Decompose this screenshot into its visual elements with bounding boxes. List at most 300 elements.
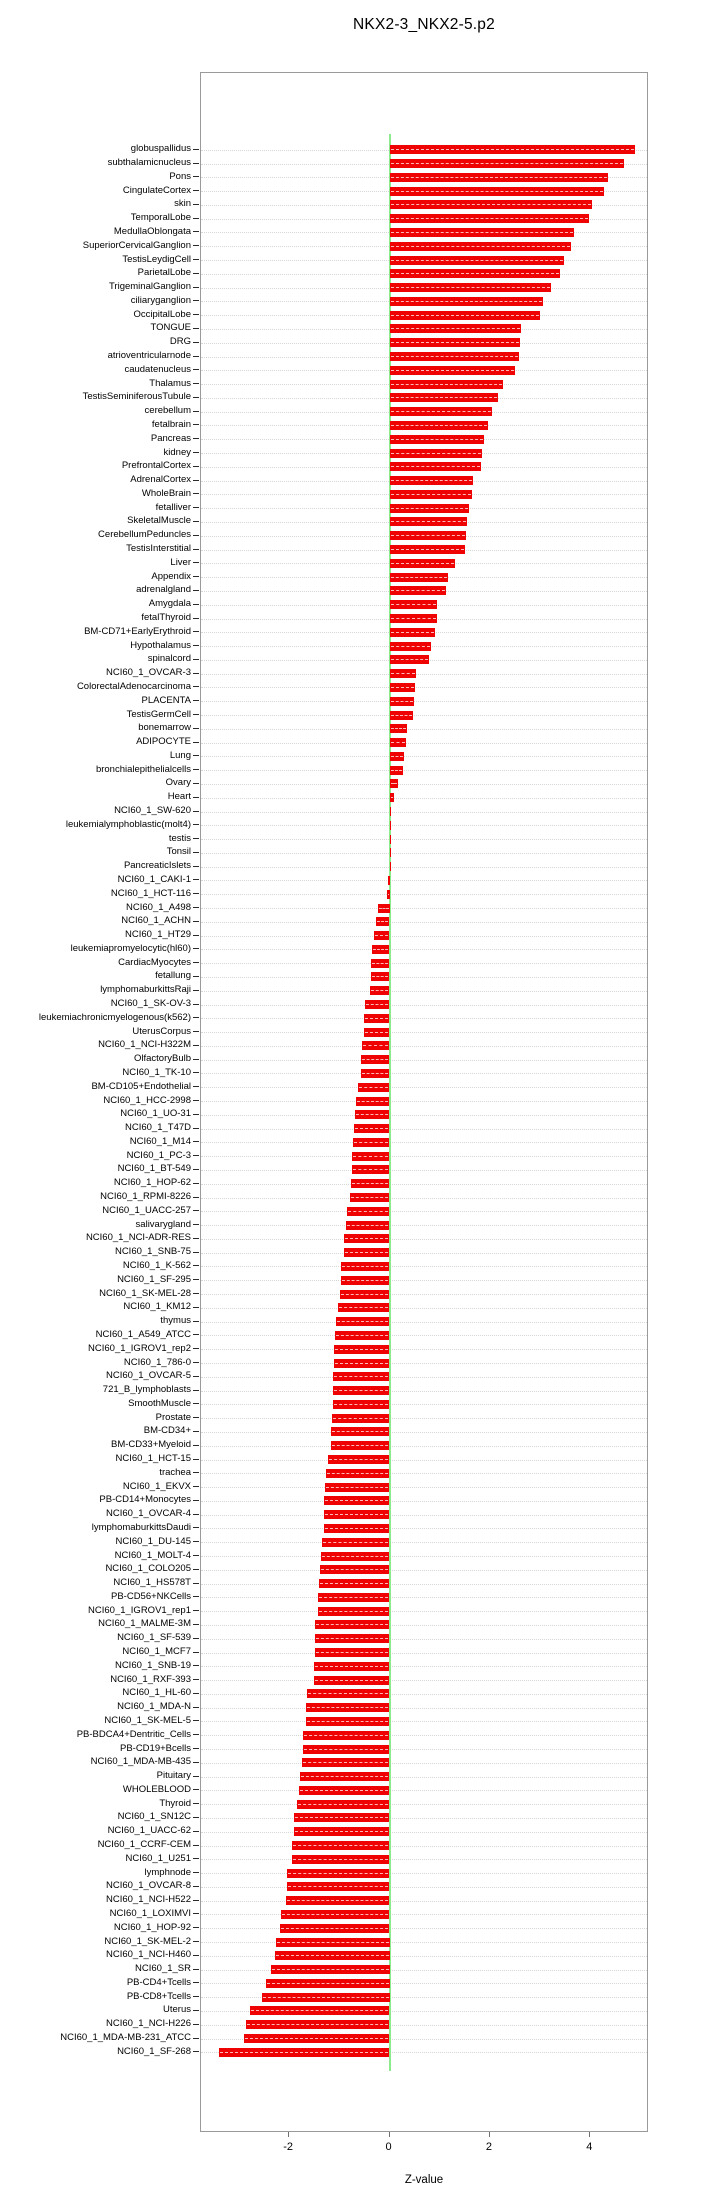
bar-inner-dash <box>332 1445 389 1446</box>
bar <box>336 1317 390 1326</box>
bar-inner-dash <box>295 1831 388 1832</box>
category-label: OccipitalLobe <box>133 308 191 320</box>
bar-inner-dash <box>362 1059 388 1060</box>
bar <box>390 724 407 733</box>
category-label: NCI60_1_SN12C <box>117 1811 191 1823</box>
bar <box>390 848 391 857</box>
grid-line <box>201 977 647 978</box>
y-axis-tick <box>193 521 199 522</box>
bar-inner-dash <box>245 2038 388 2039</box>
bar <box>353 1138 389 1147</box>
bar-inner-dash <box>391 701 414 702</box>
y-axis-tick <box>193 1017 199 1018</box>
bar-inner-dash <box>357 1101 389 1102</box>
category-label: NCI60_1_UACC-62 <box>107 1825 191 1837</box>
grid-line <box>201 1377 647 1378</box>
bar-inner-dash <box>391 273 559 274</box>
y-axis-tick <box>193 700 199 701</box>
y-axis-tick <box>193 1390 199 1391</box>
bar <box>328 1455 389 1464</box>
category-label: WholeBrain <box>141 487 191 499</box>
y-axis-tick <box>193 590 199 591</box>
bar <box>344 1234 389 1243</box>
category-label: NCI60_1_NCI-H226 <box>105 2018 191 2030</box>
bar-inner-dash <box>391 177 608 178</box>
grid-line <box>201 1156 647 1157</box>
grid-line <box>201 1873 647 1874</box>
bar <box>244 2034 389 2043</box>
category-label: NCI60_1_OVCAR-8 <box>105 1880 191 1892</box>
bar-inner-dash <box>288 1886 389 1887</box>
bar <box>299 1786 389 1795</box>
grid-line <box>201 1542 647 1543</box>
y-axis-tick <box>193 769 199 770</box>
y-axis-tick <box>193 1624 199 1625</box>
grid-line <box>201 1956 647 1957</box>
category-label: NCI60_1_IGROV1_rep2 <box>88 1342 191 1354</box>
bar-inner-dash <box>391 342 520 343</box>
bar <box>390 283 552 292</box>
bar <box>340 1290 389 1299</box>
y-axis-tick <box>193 1403 199 1404</box>
grid-line <box>201 1680 647 1681</box>
bar <box>390 145 636 154</box>
grid-line <box>201 1294 647 1295</box>
category-label: NCI60_1_HL-60 <box>122 1687 191 1699</box>
bar <box>390 835 391 844</box>
bar <box>331 1441 390 1450</box>
grid-line <box>201 922 647 923</box>
bar <box>350 1193 389 1202</box>
bar-inner-dash <box>303 1762 388 1763</box>
grid-line <box>201 1005 647 1006</box>
category-label: Lung <box>169 749 191 761</box>
bar <box>325 1483 390 1492</box>
y-axis-tick <box>193 2010 199 2011</box>
bar-inner-dash <box>319 1611 389 1612</box>
category-label: BM-CD105+Endothelial <box>91 1080 191 1092</box>
y-axis-tick <box>193 728 199 729</box>
y-axis-tick <box>193 452 199 453</box>
bar <box>334 1359 390 1368</box>
y-axis-tick <box>193 1293 199 1294</box>
y-axis-tick <box>193 1541 199 1542</box>
bar-inner-dash <box>371 990 389 991</box>
bar-inner-dash <box>391 246 571 247</box>
y-axis-tick <box>193 397 199 398</box>
grid-line <box>201 991 647 992</box>
y-axis-tick <box>193 356 199 357</box>
bar <box>354 1124 390 1133</box>
bar-inner-dash <box>391 715 413 716</box>
grid-line <box>201 1266 647 1267</box>
bar <box>300 1772 390 1781</box>
y-axis-tick <box>193 879 199 880</box>
category-label: NCI60_1_RXF-393 <box>110 1673 191 1685</box>
bar <box>390 476 473 485</box>
category-label: TestisSeminiferousTubule <box>82 391 191 403</box>
category-label: bonemarrow <box>138 722 191 734</box>
category-label: NCI60_1_SF-268 <box>117 2045 191 2057</box>
y-axis-tick <box>193 1693 199 1694</box>
x-axis-tick <box>589 2132 590 2137</box>
bar-inner-dash <box>298 1804 389 1805</box>
category-label: SmoothMuscle <box>128 1397 191 1409</box>
category-label: leukemiachronicmyelogenous(k562) <box>38 1011 191 1023</box>
grid-line <box>201 853 647 854</box>
category-label: NCI60_1_T47D <box>124 1122 191 1134</box>
grid-line <box>201 1391 647 1392</box>
y-axis-tick <box>193 1321 199 1322</box>
grid-line <box>201 1142 647 1143</box>
category-label: Tonsil <box>166 846 191 858</box>
bar <box>390 324 521 333</box>
bar <box>390 311 541 320</box>
y-axis-tick <box>193 811 199 812</box>
grid-line <box>201 1239 647 1240</box>
category-label: NCI60_1_SF-539 <box>117 1632 191 1644</box>
bar <box>355 1110 390 1119</box>
y-axis-tick <box>193 562 199 563</box>
x-tick-label: 4 <box>586 2141 593 2153</box>
bar <box>364 1014 389 1023</box>
bar <box>318 1593 389 1602</box>
bar-inner-dash <box>315 1680 389 1681</box>
grid-line <box>201 1115 647 1116</box>
bar-inner-dash <box>391 191 604 192</box>
category-label: Thalamus <box>149 377 191 389</box>
bar-inner-dash <box>391 370 515 371</box>
y-axis-tick <box>193 1707 199 1708</box>
category-label: NCI60_1_MDA-MB-231_ATCC <box>60 2032 191 2043</box>
bar <box>365 1000 390 1009</box>
y-axis-tick <box>193 245 199 246</box>
y-axis-tick <box>193 1652 199 1653</box>
bar-inner-dash <box>391 232 574 233</box>
grid-line <box>201 1129 647 1130</box>
y-axis-tick <box>193 535 199 536</box>
category-label: NCI60_1_K-562 <box>122 1259 191 1271</box>
bar-inner-dash <box>365 1032 389 1033</box>
grid-line <box>201 1460 647 1461</box>
y-axis-tick <box>193 1982 199 1983</box>
bar-inner-dash <box>342 1280 388 1281</box>
y-axis-tick <box>193 1307 199 1308</box>
grid-line <box>201 1515 647 1516</box>
grid-line <box>201 1653 647 1654</box>
bar <box>318 1607 390 1616</box>
grid-line <box>201 1170 647 1171</box>
bar-inner-dash <box>391 549 465 550</box>
y-axis-tick <box>193 1638 199 1639</box>
y-axis-tick <box>193 631 199 632</box>
category-label: Pons <box>169 170 191 182</box>
bar-inner-dash <box>352 1183 388 1184</box>
y-axis-tick <box>193 493 199 494</box>
bar <box>390 462 481 471</box>
category-label: NCI60_1_TK-10 <box>122 1066 191 1078</box>
category-label: NCI60_1_HT29 <box>124 929 191 941</box>
y-axis-tick <box>193 1569 199 1570</box>
category-label: NCI60_1_COLO205 <box>105 1563 191 1575</box>
category-label: Prostate <box>155 1411 191 1423</box>
y-axis-tick <box>193 1955 199 1956</box>
y-axis-tick <box>193 1472 199 1473</box>
grid-line <box>201 1804 647 1805</box>
bar <box>390 669 416 678</box>
x-axis-label: Z-value <box>404 2174 444 2186</box>
bar <box>390 752 404 761</box>
grid-line <box>201 1556 647 1557</box>
category-label: Thyroid <box>159 1797 191 1809</box>
category-label: caudatenucleus <box>124 363 191 375</box>
grid-line <box>201 1639 647 1640</box>
grid-line <box>201 1363 647 1364</box>
category-label: NCI60_1_NCI-H522 <box>105 1894 191 1906</box>
y-axis-tick <box>193 1169 199 1170</box>
bar-inner-dash <box>375 935 388 936</box>
bar-inner-dash <box>272 1969 389 1970</box>
bar-inner-dash <box>391 673 415 674</box>
y-axis-tick <box>193 438 199 439</box>
y-axis-tick <box>193 1155 199 1156</box>
grid-line <box>201 908 647 909</box>
bar <box>281 1910 389 1919</box>
category-label: 721_B_lymphoblasts <box>102 1384 191 1395</box>
grid-line <box>201 1198 647 1199</box>
bar-inner-dash <box>287 1900 388 1901</box>
category-label: OlfactoryBulb <box>133 1053 191 1065</box>
bar <box>341 1276 389 1285</box>
bar <box>390 531 467 540</box>
category-label: NCI60_1_MDA-N <box>117 1701 191 1713</box>
bar-inner-dash <box>391 632 435 633</box>
bar <box>276 1938 390 1947</box>
category-label: TrigeminalGanglion <box>108 281 191 293</box>
grid-line <box>201 936 647 937</box>
bar <box>390 187 605 196</box>
grid-line <box>201 1528 647 1529</box>
bar <box>324 1496 389 1505</box>
category-label: PancreaticIslets <box>123 860 191 872</box>
grid-line <box>201 1721 647 1722</box>
category-label: PB-BDCA4+Dentritic_Cells <box>76 1728 191 1740</box>
y-axis-tick <box>193 176 199 177</box>
category-label: NCI60_1_SK-OV-3 <box>110 998 191 1009</box>
bar <box>286 1896 389 1905</box>
bar <box>219 2048 389 2057</box>
y-axis-tick <box>193 1279 199 1280</box>
grid-line <box>201 1335 647 1336</box>
x-axis-tick <box>389 2132 390 2137</box>
y-axis-tick <box>193 797 199 798</box>
x-tick-label: 0 <box>385 2141 392 2153</box>
bar <box>303 1745 390 1754</box>
category-label: WHOLEBLOOD <box>122 1783 191 1795</box>
y-axis-tick <box>193 273 199 274</box>
grid-line <box>201 1666 647 1667</box>
bar <box>390 380 503 389</box>
category-label: NCI60_1_HOP-92 <box>113 1921 191 1933</box>
bar-inner-dash <box>391 163 624 164</box>
category-label: NCI60_1_BT-549 <box>117 1163 191 1175</box>
bar-inner-dash <box>251 2010 388 2011</box>
bar-inner-dash <box>391 260 564 261</box>
category-label: PB-CD56+NKCells <box>111 1590 191 1602</box>
y-axis-tick <box>193 1072 199 1073</box>
bar-inner-dash <box>220 2052 388 2053</box>
y-axis-tick <box>193 1527 199 1528</box>
category-label: SkeletalMuscle <box>127 515 191 527</box>
category-label: NCI60_1_OVCAR-5 <box>105 1370 191 1382</box>
grid-line <box>201 1818 647 1819</box>
y-axis-tick <box>193 1900 199 1901</box>
bar <box>390 862 391 871</box>
grid-line <box>201 1184 647 1185</box>
grid-line <box>201 1280 647 1281</box>
y-axis-tick <box>193 783 199 784</box>
bar <box>361 1055 389 1064</box>
bar <box>374 931 389 940</box>
y-axis-tick <box>193 1348 199 1349</box>
chart-title: NKX2-3_NKX2-5.p2 <box>353 16 495 33</box>
bar <box>390 821 391 830</box>
bar-inner-dash <box>316 1652 389 1653</box>
y-axis-tick <box>193 659 199 660</box>
category-label: ParietalLobe <box>137 267 191 279</box>
bar <box>338 1303 389 1312</box>
bar-inner-dash <box>335 1349 388 1350</box>
y-axis-tick <box>193 1486 199 1487</box>
bar-inner-dash <box>391 563 454 564</box>
bar <box>390 421 489 430</box>
bar <box>390 449 482 458</box>
bar-inner-dash <box>326 1487 389 1488</box>
grid-line <box>201 1763 647 1764</box>
y-axis-tick <box>193 1803 199 1804</box>
bar-inner-dash <box>391 301 543 302</box>
bar-inner-dash <box>288 1873 389 1874</box>
bar-inner-dash <box>315 1666 388 1667</box>
bar-inner-dash <box>345 1252 389 1253</box>
category-label: CingulateCortex <box>122 184 191 196</box>
y-axis-tick <box>193 1665 199 1666</box>
y-axis-tick <box>193 1817 199 1818</box>
category-label: fetalliver <box>155 501 191 513</box>
y-axis-tick <box>193 1969 199 1970</box>
y-axis-tick <box>193 342 199 343</box>
grid-line <box>201 812 647 813</box>
category-label: AdrenalCortex <box>130 474 191 486</box>
y-axis-tick <box>193 507 199 508</box>
bar-inner-dash <box>353 1156 388 1157</box>
grid-line <box>201 1735 647 1736</box>
bar-inner-dash <box>363 1045 389 1046</box>
bar-inner-dash <box>307 1707 388 1708</box>
bar <box>390 435 485 444</box>
grid-line <box>201 1942 647 1943</box>
bar <box>388 876 390 885</box>
grid-line <box>201 1404 647 1405</box>
y-axis-tick <box>193 1031 199 1032</box>
y-axis-tick <box>193 1500 199 1501</box>
bar <box>390 269 560 278</box>
y-axis-tick <box>193 1045 199 1046</box>
bar <box>390 600 438 609</box>
y-axis-tick <box>193 1141 199 1142</box>
bar <box>390 779 399 788</box>
bar-inner-dash <box>372 963 388 964</box>
bar <box>322 1538 390 1547</box>
bar <box>333 1386 390 1395</box>
grid-line <box>201 1859 647 1860</box>
bar-inner-dash <box>304 1749 389 1750</box>
category-label: PLACENTA <box>141 694 191 706</box>
category-label: CardiacMyocytes <box>118 956 191 968</box>
bar <box>346 1221 390 1230</box>
category-label: NCI60_1_HCC-2998 <box>103 1094 191 1106</box>
y-axis-tick <box>193 190 199 191</box>
category-label: NCI60_1_NCI-H460 <box>105 1949 191 1961</box>
bar-inner-dash <box>319 1597 388 1598</box>
category-label: NCI60_1_SK-MEL-5 <box>104 1714 191 1726</box>
grid-line <box>201 715 647 716</box>
bar-inner-dash <box>391 287 551 288</box>
bar <box>390 683 416 692</box>
bar-inner-dash <box>379 908 389 909</box>
grid-line <box>201 798 647 799</box>
bar-inner-dash <box>308 1693 388 1694</box>
bar <box>371 959 389 968</box>
grid-line <box>201 1322 647 1323</box>
y-axis-tick <box>193 1459 199 1460</box>
category-label: cerebellum <box>144 405 191 417</box>
bar <box>390 407 492 416</box>
bar <box>319 1579 389 1588</box>
category-label: NCI60_1_HOP-62 <box>113 1177 191 1189</box>
bar <box>335 1331 390 1340</box>
grid-line <box>201 1846 647 1847</box>
category-label: NCI60_1_MOLT-4 <box>114 1549 191 1561</box>
bar-inner-dash <box>323 1542 389 1543</box>
y-axis-tick <box>193 1059 199 1060</box>
grid-line <box>201 701 647 702</box>
category-label: UterusCorpus <box>132 1025 191 1037</box>
y-axis-tick <box>193 1114 199 1115</box>
bar <box>266 1979 390 1988</box>
category-label: TestisInterstitial <box>126 543 191 554</box>
category-label: NCI60_1_MCF7 <box>122 1646 191 1657</box>
category-label: Liver <box>170 556 191 568</box>
category-label: NCI60_1_HCT-116 <box>110 887 191 899</box>
bar-inner-dash <box>391 659 429 660</box>
bar-inner-dash <box>391 494 472 495</box>
bar <box>390 614 437 623</box>
bar <box>390 642 432 651</box>
category-label: NCI60_1_CAKI-1 <box>117 873 191 885</box>
bar <box>390 697 415 706</box>
x-tick-label: -2 <box>283 2141 293 2153</box>
grid-line <box>201 1901 647 1902</box>
category-label: Hypothalamus <box>130 639 191 651</box>
grid-line <box>201 963 647 964</box>
category-label: BM-CD71+EarlyErythroid <box>84 625 191 637</box>
bar <box>390 256 565 265</box>
bar <box>390 517 467 526</box>
bar-inner-dash <box>391 728 406 729</box>
y-axis-tick <box>193 1583 199 1584</box>
category-label: adrenalgland <box>136 584 191 596</box>
